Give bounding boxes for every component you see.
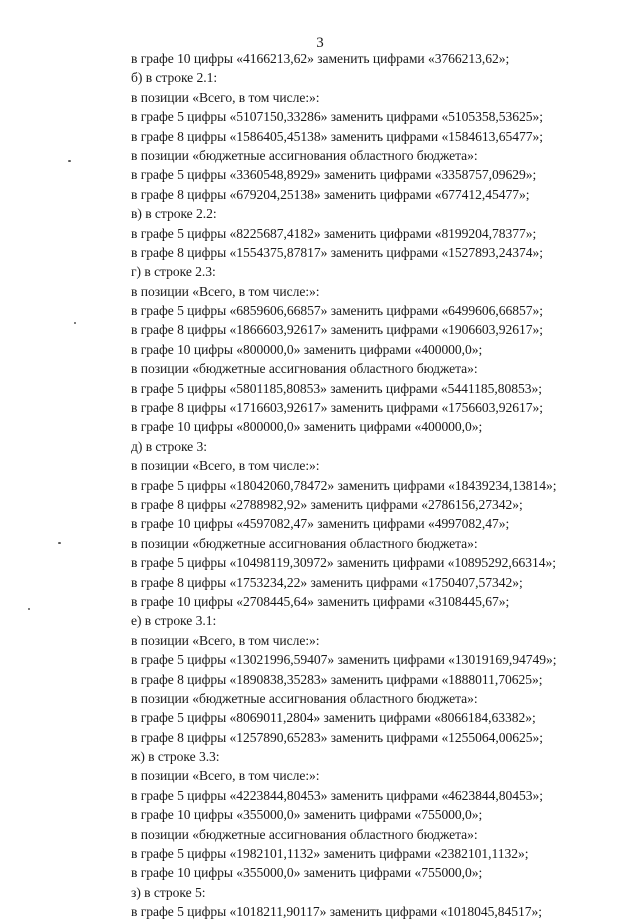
text-line: в графе 8 цифры «1586405,45138» заменить цифрами «1584613,65477»; — [131, 128, 543, 144]
list-item-zh: ж) в строке 3.3: — [131, 749, 220, 765]
list-item-v: в) в строке 2.2: — [131, 206, 217, 222]
text-line: в графе 5 цифры «8225687,4182» заменить цифрами «8199204,78377»; — [131, 225, 537, 241]
text-line: в графе 5 цифры «5801185,80853» заменить цифрами «5441185,80853»; — [131, 380, 542, 396]
text-line: в графе 5 цифры «8069011,2804» заменить цифрами «8066184,63382»; — [131, 710, 536, 726]
text-line: в позиции «бюджетные ассигнования областного бюджета»: — [131, 690, 478, 706]
text-line: в графе 8 цифры «1890838,35283» заменить цифрами «1888011,70625»; — [131, 671, 543, 687]
text-line: в позиции «бюджетные ассигнования областного бюджета»: — [131, 361, 478, 377]
text-line: в графе 10 цифры «4597082,47» заменить цифрами «4997082,47»; — [131, 516, 510, 532]
text-line: в графе 8 цифры «1866603,92617» заменить цифрами «1906603,92617»; — [131, 322, 543, 338]
text-line: в графе 5 цифры «1018211,90117» заменить цифрами «1018045,84517»; — [131, 904, 542, 920]
list-item-d: д) в строке 3: — [131, 438, 207, 454]
text-line: в графе 10 цифры «355000,0» заменить цифрами «755000,0»; — [131, 865, 483, 881]
text-line: в графе 8 цифры «679204,25138» заменить цифрами «677412,45477»; — [131, 186, 530, 202]
text-line: в графе 8 цифры «1257890,65283» заменить цифрами «1255064,00625»; — [131, 729, 543, 745]
text-line: в графе 8 цифры «2788982,92» заменить цифрами «2786156,27342»; — [131, 496, 523, 512]
text-line: в графе 5 цифры «13021996,59407» заменить цифрами «13019169,94749»; — [131, 652, 557, 668]
document-body — [131, 49, 631, 922]
text-line: в графе 8 цифры «1753234,22» заменить цифрами «1750407,57342»; — [131, 574, 523, 590]
text-line: в позиции «Всего, в том числе:»: — [131, 632, 320, 648]
list-item-e: е) в строке 3.1: — [131, 613, 217, 629]
page-number: 3 — [316, 35, 324, 51]
text-line: в позиции «бюджетные ассигнования областного бюджета»: — [131, 535, 478, 551]
text-line: в позиции «Всего, в том числе:»: — [131, 89, 320, 105]
text-line: в графе 5 цифры «4223844,80453» заменить цифрами «4623844,80453»; — [131, 787, 543, 803]
scan-speck — [28, 608, 30, 610]
text-line: в графе 10 цифры «2708445,64» заменить цифрами «3108445,67»; — [131, 593, 510, 609]
text-line: в позиции «Всего, в том числе:»: — [131, 458, 320, 474]
text-line: в графе 5 цифры «6859606,66857» заменить цифрами «6499606,66857»; — [131, 303, 543, 319]
text-line: в графе 5 цифры «18042060,78472» заменить цифрами «18439234,13814»; — [131, 477, 557, 493]
text-line: в позиции «бюджетные ассигнования областного бюджета»: — [131, 147, 478, 163]
list-item-b: б) в строке 2.1: — [131, 70, 218, 86]
text-line: в позиции «Всего, в том числе:»: — [131, 768, 320, 784]
text-line: в графе 10 цифры «800000,0» заменить цифрами «400000,0»; — [131, 341, 483, 357]
scan-speck — [58, 542, 61, 544]
text-line: в графе 5 цифры «5107150,33286» заменить цифрами «5105358,53625»; — [131, 109, 543, 125]
text-line: в позиции «бюджетные ассигнования областного бюджета»: — [131, 826, 478, 842]
text-line: в графе 8 цифры «1716603,92617» заменить цифрами «1756603,92617»; — [131, 400, 543, 416]
text-line: в графе 10 цифры «4166213,62» заменить цифрами «3766213,62»; — [131, 51, 510, 66]
text-line: в графе 10 цифры «800000,0» заменить цифрами «400000,0»; — [131, 419, 483, 435]
text-line: в графе 5 цифры «10498119,30972» заменить цифрами «10895292,66314»; — [131, 555, 556, 571]
scan-speck — [74, 322, 76, 324]
list-item-z: з) в строке 5: — [131, 884, 206, 900]
text-line: в позиции «Всего, в том числе:»: — [131, 283, 320, 299]
text-line: в графе 8 цифры «1554375,87817» заменить цифрами «1527893,24374»; — [131, 244, 543, 260]
text-line: в графе 5 цифры «1982101,1132» заменить цифрами «2382101,1132»; — [131, 846, 529, 862]
scan-speck — [68, 160, 71, 162]
list-item-g: г) в строке 2.3: — [131, 264, 216, 280]
text-line: в графе 5 цифры «3360548,8929» заменить цифрами «3358757,09629»; — [131, 167, 537, 183]
text-line: в графе 10 цифры «355000,0» заменить цифрами «755000,0»; — [131, 807, 483, 823]
